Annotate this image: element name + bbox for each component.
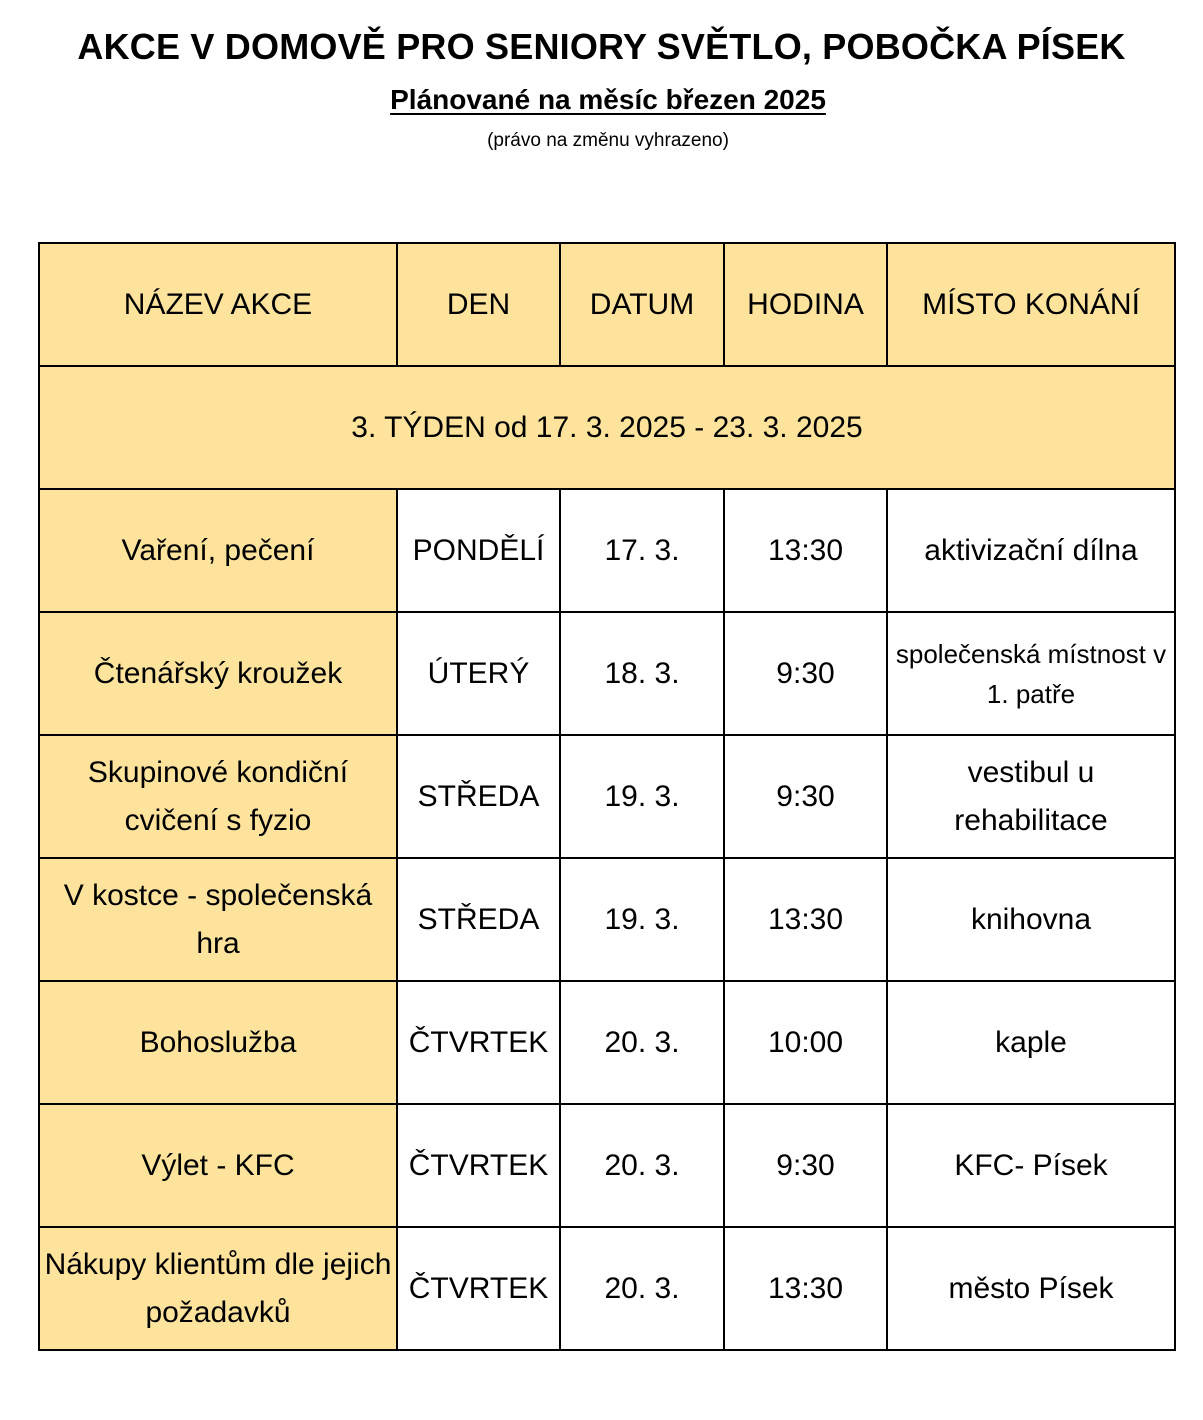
event-date: 20. 3. — [560, 1227, 724, 1350]
event-place: KFC- Písek — [887, 1104, 1175, 1227]
event-name: Vaření, pečení — [39, 489, 397, 612]
event-date: 20. 3. — [560, 981, 724, 1104]
event-time: 13:30 — [724, 858, 887, 981]
event-day: ÚTERÝ — [397, 612, 560, 735]
event-place: aktivizační dílna — [887, 489, 1175, 612]
table-row — [39, 1227, 1175, 1350]
event-time: 13:30 — [724, 1227, 887, 1350]
event-name: V kostce - společenská hra — [39, 858, 397, 981]
week-label: 3. TÝDEN od 17. 3. 2025 - 23. 3. 2025 — [39, 366, 1175, 489]
event-time: 9:30 — [724, 612, 887, 735]
event-name: Bohoslužba — [39, 981, 397, 1104]
event-day: STŘEDA — [397, 735, 560, 858]
event-time: 9:30 — [724, 735, 887, 858]
table-header-row — [39, 243, 1175, 366]
week-row — [39, 366, 1175, 489]
event-date: 19. 3. — [560, 858, 724, 981]
table-row — [39, 489, 1175, 612]
event-date: 18. 3. — [560, 612, 724, 735]
table-row — [39, 735, 1175, 858]
event-day: ČTVRTEK — [397, 981, 560, 1104]
page-subtitle — [0, 84, 1203, 116]
event-day: ČTVRTEK — [397, 1104, 560, 1227]
table-row — [39, 981, 1175, 1104]
table-row — [39, 1104, 1175, 1227]
event-name: Nákupy klientům dle jejich požadavků — [39, 1227, 397, 1350]
event-time: 10:00 — [724, 981, 887, 1104]
table-row — [39, 858, 1175, 981]
event-name: Čtenářský kroužek — [39, 612, 397, 735]
column-header-date: DATUM — [560, 243, 724, 366]
column-header-place: MÍSTO KONÁNÍ — [887, 243, 1175, 366]
column-header-name: NÁZEV AKCE — [39, 243, 397, 366]
column-header-time: HODINA — [724, 243, 887, 366]
subtitle-text: Plánované na měsíc březen 2025 — [390, 84, 826, 115]
event-place: vestibul u rehabilitace — [887, 735, 1175, 858]
page-title: AKCE V DOMOVĚ PRO SENIORY SVĚTLO, POBOČKA PÍSEK — [77, 26, 1126, 67]
event-day: PONDĚLÍ — [397, 489, 560, 612]
event-place: knihovna — [887, 858, 1175, 981]
event-date: 20. 3. — [560, 1104, 724, 1227]
change-reserved-note: (právo na změnu vyhrazeno) — [487, 130, 729, 151]
event-place: společenská místnost v 1. patře — [887, 612, 1175, 735]
event-day: ČTVRTEK — [397, 1227, 560, 1350]
events-table — [38, 242, 1176, 1351]
event-time: 13:30 — [724, 489, 887, 612]
column-header-day: DEN — [397, 243, 560, 366]
event-place: kaple — [887, 981, 1175, 1104]
event-name: Výlet - KFC — [39, 1104, 397, 1227]
event-date: 19. 3. — [560, 735, 724, 858]
event-place: město Písek — [887, 1227, 1175, 1350]
event-day: STŘEDA — [397, 858, 560, 981]
table-row — [39, 612, 1175, 735]
event-date: 17. 3. — [560, 489, 724, 612]
event-time: 9:30 — [724, 1104, 887, 1227]
event-name: Skupinové kondiční cvičení s fyzio — [39, 735, 397, 858]
